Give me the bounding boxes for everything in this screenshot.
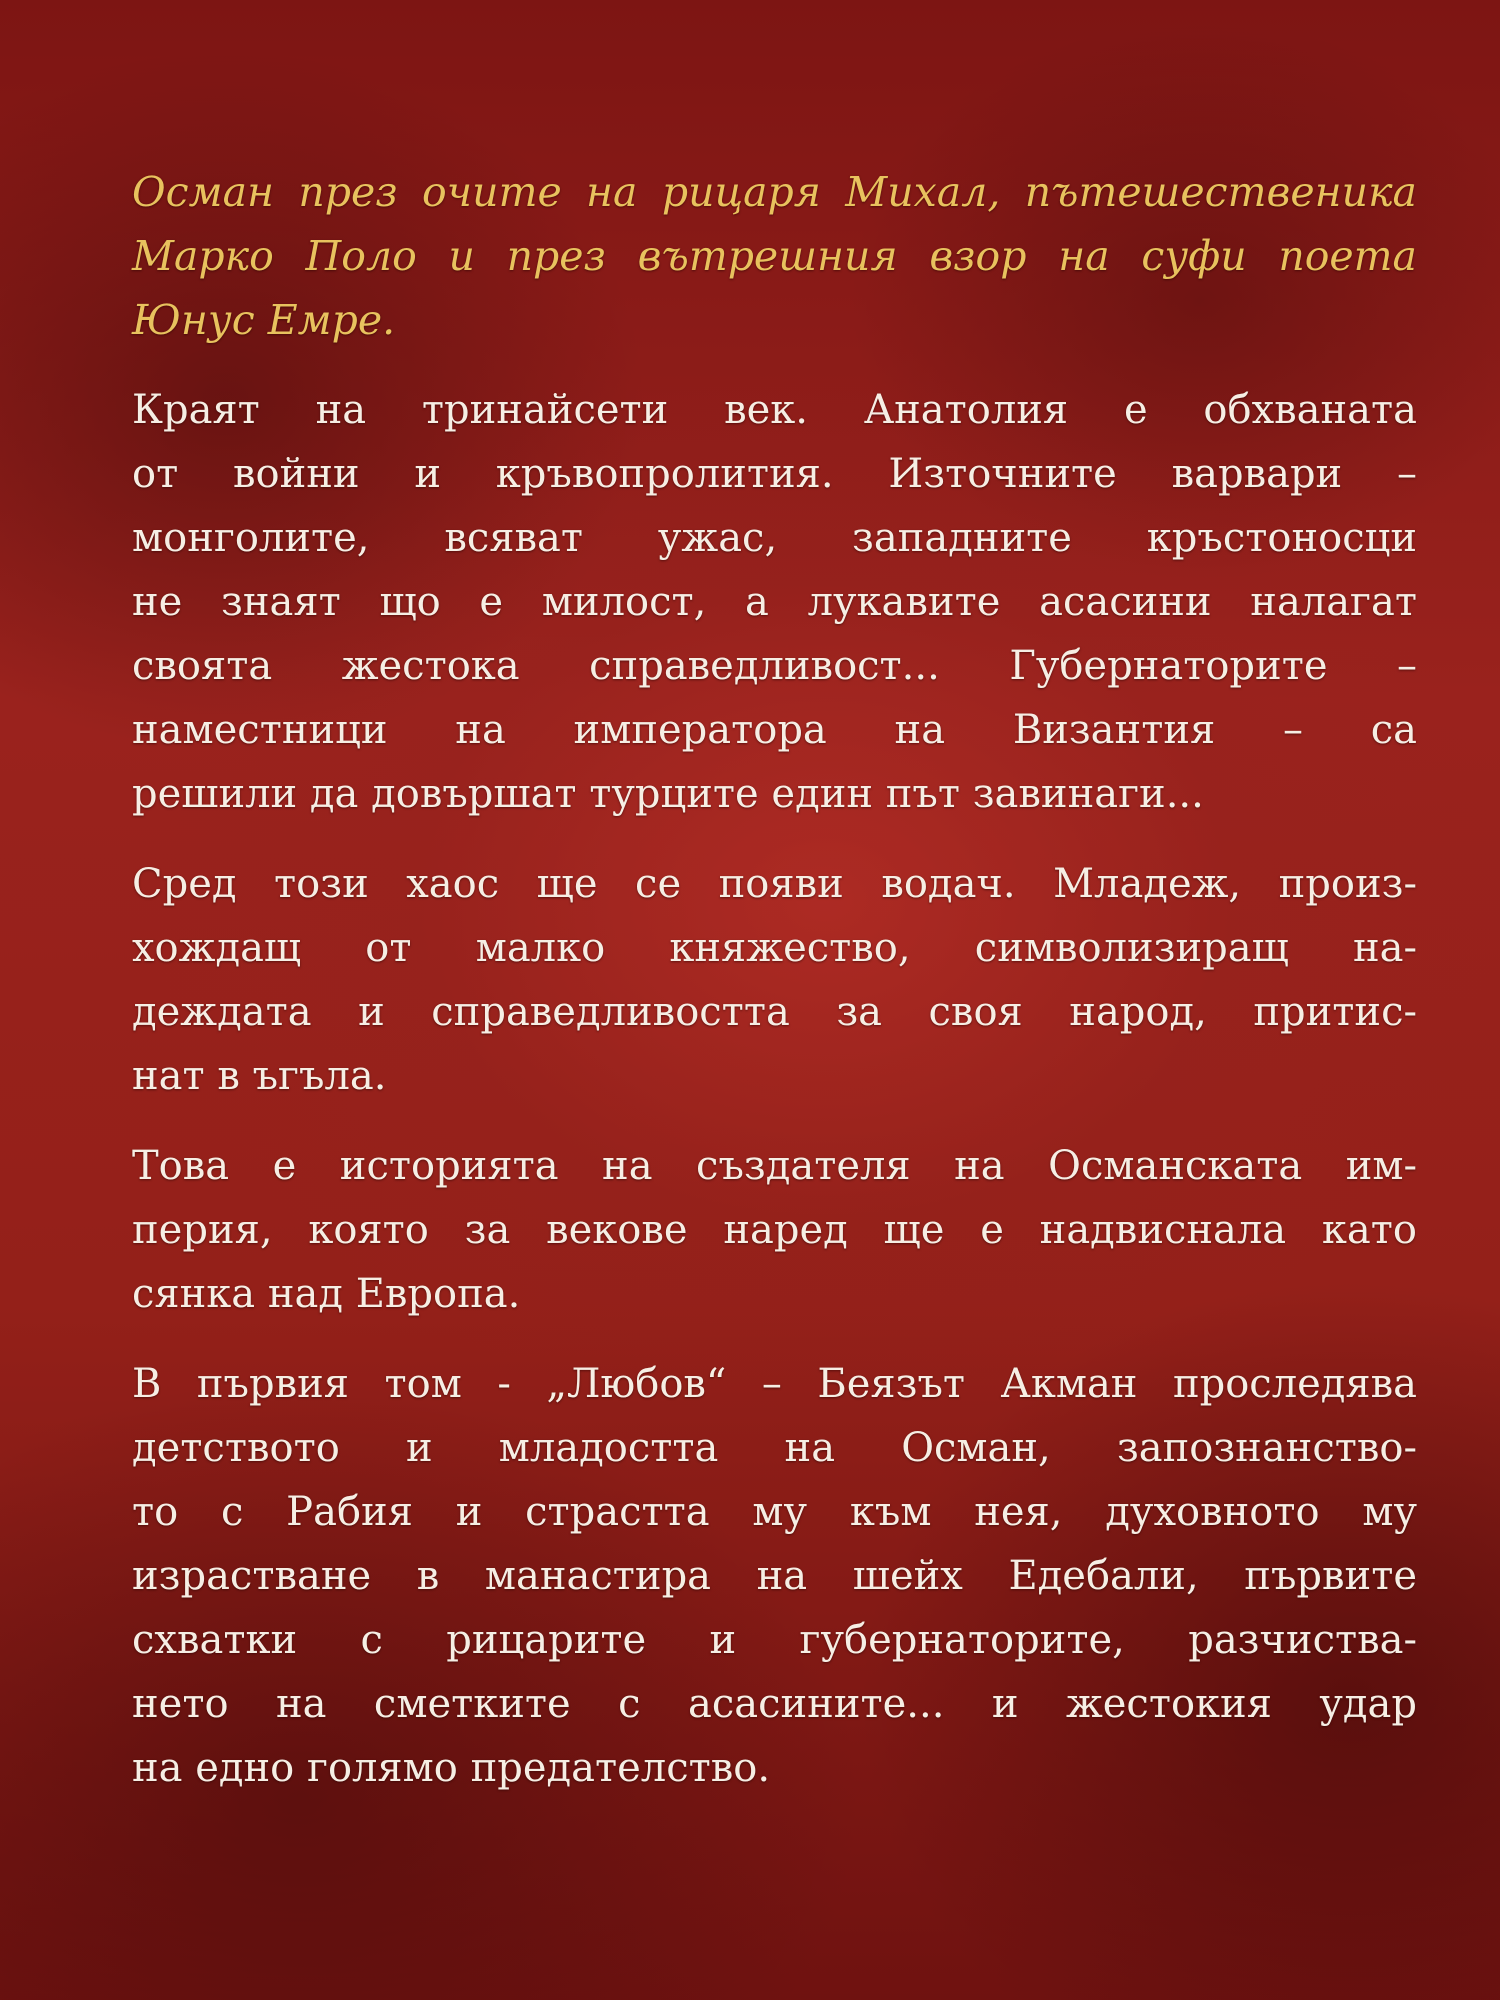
text-line: перия, която за векове наред ще е надвиснала като [132,1207,1417,1253]
text-line: решили да довършат турците един път завинаги... [132,771,1204,817]
text-line: В първия том - „Любов“ – Беязът Акман проследява [132,1361,1417,1407]
text-line: Осман през очите на рицаря Михал, пътешественика [132,168,1417,216]
text-line: Краят на тринайсети век. Анатолия е обхваната [132,387,1417,433]
text-line: на едно голямо предателство. [132,1745,771,1791]
text-line: деждата и справедливостта за своя народ, притис- [132,989,1417,1035]
text-line: не знаят що е милост, а лукавите асасини налагат [132,579,1417,625]
paragraph-1 [132,378,1417,826]
paragraph-3 [132,1134,1417,1326]
intro-paragraph [132,160,1417,352]
text-line: нето на сметките с асасините... и жестокия удар [132,1681,1417,1727]
text-line: Марко Поло и през вътрешния взор на суфи поета [132,232,1417,280]
text-line: израстване в манастира на шейх Едебали, първите [132,1553,1417,1599]
text-line: нат в ъгъла. [132,1053,387,1099]
text-line: детството и младостта на Осман, запознанство- [132,1425,1417,1471]
text-line: Това е историята на създателя на Османската им- [132,1143,1417,1189]
text-line: монголите, всяват ужас, западните кръстоносци [132,515,1417,561]
text-line: наместници на императора на Византия – са [132,707,1417,753]
text-line: Юнус Емре. [132,296,396,344]
text-line: схватки с рицарите и губернаторите, разчиства- [132,1617,1417,1663]
blurb-text [132,160,1417,1826]
text-line: своята жестока справедливост... Губернаторите – [132,643,1417,689]
text-line: хождащ от малко княжество, символизиращ на- [132,925,1417,971]
paragraph-4 [132,1352,1417,1800]
text-line: от войни и кръвопролития. Източните варвари – [132,451,1417,497]
text-line: то с Рабия и страстта му към нея, духовното му [132,1489,1417,1535]
text-line: Сред този хаос ще се появи водач. Младеж, произ- [132,861,1417,907]
text-line: сянка над Европа. [132,1271,521,1317]
paragraph-2 [132,852,1417,1108]
